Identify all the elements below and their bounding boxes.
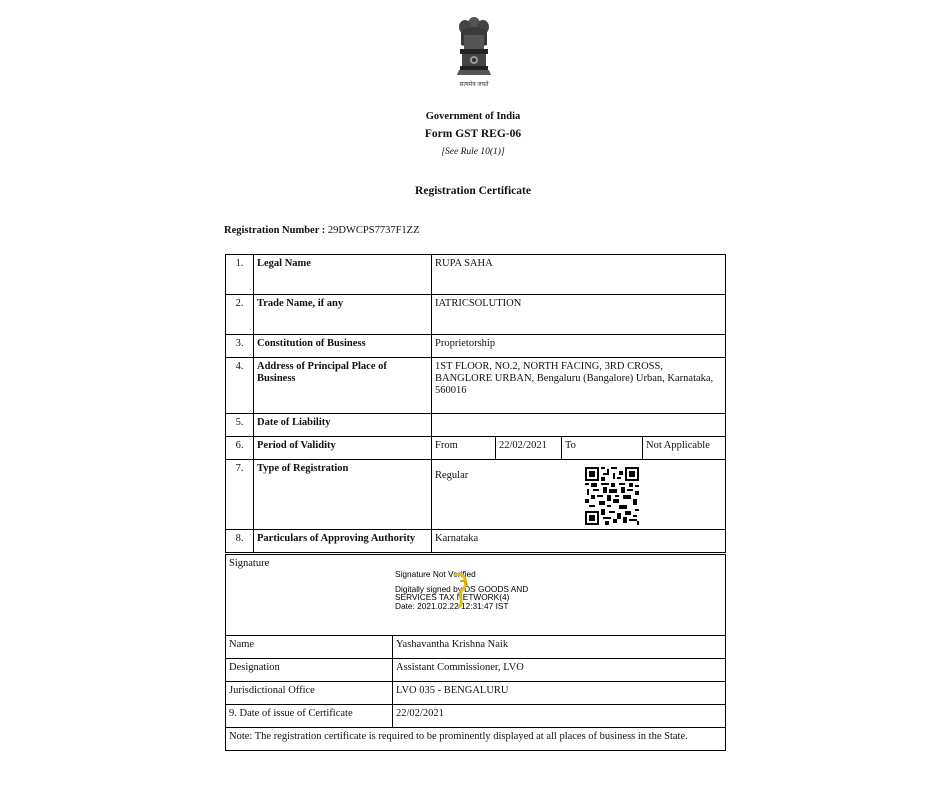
- table-row: [226, 437, 726, 460]
- table-row: [226, 682, 726, 705]
- table-row: [226, 659, 726, 682]
- legal-name-value: RUPA SAHA: [432, 255, 726, 295]
- emblem-motto: सत्यमेव जयते: [459, 82, 489, 88]
- row-label: Date of Liability: [254, 414, 432, 437]
- officer-name-value: Yashavantha Krishna Naik: [393, 636, 726, 659]
- table-row: [226, 705, 726, 728]
- signature-date: Date: 2021.02.22 12:31:47 IST: [395, 600, 509, 611]
- registration-number-label: Registration Number :: [224, 225, 326, 236]
- row-number: 3.: [226, 335, 254, 358]
- signature-organisation: SERVICES TAX NETWORK(4): [395, 592, 510, 602]
- row-number: 7.: [226, 460, 254, 530]
- row-label: Type of Registration: [254, 460, 432, 530]
- officer-label: Name: [226, 636, 393, 659]
- note-row: [226, 728, 726, 751]
- officer-label: Designation: [226, 659, 393, 682]
- officer-label: Jurisdictional Office: [226, 682, 393, 705]
- table-row: [226, 414, 726, 437]
- row-number: 8.: [226, 530, 254, 553]
- form-number: Form GST REG-06: [424, 128, 522, 140]
- page-title: Registration Certificate: [415, 185, 531, 197]
- row-label: Period of Validity: [254, 437, 432, 460]
- row-label: Trade Name, if any: [254, 295, 432, 335]
- government-heading: Government of India: [425, 111, 521, 122]
- note-text: Note: The registration certificate is required to be prominently displayed at all places of business in the State.: [226, 728, 726, 751]
- registration-type-text: Regular: [435, 470, 469, 481]
- row-number: 1.: [226, 255, 254, 295]
- row-label: Legal Name: [254, 255, 432, 295]
- table-row: [226, 460, 726, 530]
- address-value: 1ST FLOOR, NO.2, NORTH FACING, 3RD CROSS, BANGLORE URBAN, Bengaluru (Bangalore) Urban, Karnataka, 560016: [432, 358, 726, 414]
- signature-label: Signature: [226, 555, 726, 636]
- signature-check-icon: [449, 571, 477, 609]
- table-row: [226, 358, 726, 414]
- officer-label: 9. Date of issue of Certificate: [226, 705, 393, 728]
- table-row: [226, 530, 726, 553]
- table-row: [226, 335, 726, 358]
- validity-from-value: 22/02/2021: [496, 437, 562, 460]
- rule-reference: [See Rule 10(1)]: [441, 147, 505, 157]
- row-number: 5.: [226, 414, 254, 437]
- validity-to-value: Not Applicable: [643, 437, 726, 460]
- row-number: 6.: [226, 437, 254, 460]
- signature-status: Signature Not Verified: [395, 569, 476, 579]
- registration-number-value: 29DWCPS7737F1ZZ: [327, 225, 420, 236]
- validity-from-label: From: [432, 437, 496, 460]
- certificate-table: [225, 254, 726, 553]
- jurisdictional-office-value: LVO 035 - BENGALURU: [393, 682, 726, 705]
- row-number: 4.: [226, 358, 254, 414]
- date-of-liability-value: [432, 414, 726, 437]
- constitution-value: Proprietorship: [432, 335, 726, 358]
- registration-number: [224, 225, 420, 236]
- trade-name-value: IATRICSOLUTION: [432, 295, 726, 335]
- approving-authority-value: Karnataka: [432, 530, 726, 553]
- validity-to-label: To: [562, 437, 643, 460]
- row-number: 2.: [226, 295, 254, 335]
- table-row: [226, 636, 726, 659]
- qr-code-icon: [585, 467, 639, 525]
- signature-signed-by: Digitally signed by DS GOODS AND: [395, 583, 529, 594]
- row-label: Particulars of Approving Authority: [254, 530, 432, 553]
- row-label: Address of Principal Place of Business: [254, 358, 432, 414]
- row-label: Constitution of Business: [254, 335, 432, 358]
- designation-value: Assistant Commissioner, LVO: [393, 659, 726, 682]
- table-row: [226, 295, 726, 335]
- table-row: [226, 255, 726, 295]
- issue-date-value: 22/02/2021: [393, 705, 726, 728]
- registration-type-value: [432, 460, 726, 530]
- national-emblem-icon: [453, 15, 495, 89]
